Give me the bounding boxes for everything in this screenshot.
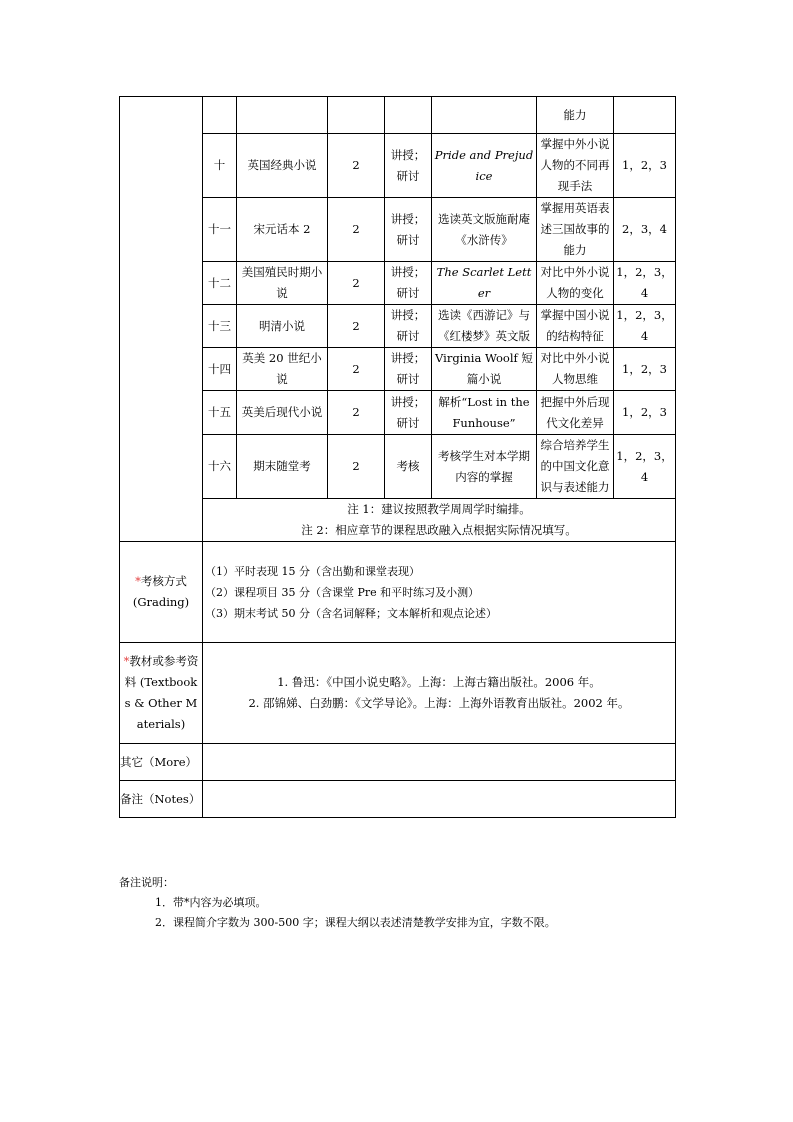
hours: 2 (328, 262, 385, 305)
topic: 宋元话本 2 (237, 198, 328, 262)
grading-label-en: (Grading) (132, 595, 190, 609)
hours: 2 (328, 435, 385, 499)
note-2: 注 2：相应章节的课程思政融入点根据实际情况填写。 (301, 523, 577, 537)
hours: 2 (328, 134, 385, 198)
notes-row (120, 781, 676, 818)
week-number (203, 97, 237, 134)
objectives: 1，2，3，4 (614, 262, 676, 305)
week-number: 十 (203, 134, 237, 198)
goal: 掌握中国小说的结构特征 (537, 305, 614, 348)
syllabus-table (119, 96, 676, 818)
objectives: 1，2，3，4 (614, 305, 676, 348)
materials-label-en: (Textbooks & Other Materials) (124, 675, 198, 731)
schedule-row (120, 262, 676, 305)
content: 考核学生对本学期内容的掌握 (432, 435, 537, 499)
method (385, 97, 432, 134)
content: The Scarlet Letter (432, 262, 537, 305)
objectives: 1，2，3，4 (614, 435, 676, 499)
objectives: 1，2，3 (614, 391, 676, 435)
schedule-label-cell (120, 97, 203, 542)
topic: 美国殖民时期小说 (237, 262, 328, 305)
week-number: 十三 (203, 305, 237, 348)
schedule-row (120, 391, 676, 435)
goal: 掌握中外小说人物的不同再现手法 (537, 134, 614, 198)
material-item: 2. 邵锦娣、白劲鹏：《文学导论》。上海：上海外语教育出版社。2002 年。 (248, 696, 630, 710)
method: 讲授；研讨 (385, 348, 432, 391)
content: 选读英文版施耐庵《水浒传》 (432, 198, 537, 262)
hours: 2 (328, 198, 385, 262)
topic: 期末随堂考 (237, 435, 328, 499)
materials-label-cn: 教材或参考资料 (124, 654, 199, 689)
content: 选读《西游记》与《红楼梦》英文版 (432, 305, 537, 348)
content: 解析“Lost in the Funhouse” (432, 391, 537, 435)
grading-label-cn: 考核方式 (140, 574, 187, 588)
footer-remarks (119, 873, 556, 933)
goal: 对比中外小说人物思维 (537, 348, 614, 391)
topic (237, 97, 328, 134)
notes-label: 备注（Notes） (120, 781, 203, 818)
topic: 英国经典小说 (237, 134, 328, 198)
grading-item: （2）课程项目 35 分（含课堂 Pre 和平时练习及小测） (205, 585, 480, 599)
schedule-notes (203, 499, 676, 542)
hours: 2 (328, 391, 385, 435)
material-item: 1. 鲁迅：《中国小说史略》。上海：上海古籍出版社。2006 年。 (277, 675, 601, 689)
note-1: 注 1：建议按照教学周周学时编排。 (347, 502, 531, 516)
grading-label (120, 542, 203, 643)
goal: 把握中外后现代文化差异 (537, 391, 614, 435)
topic: 明清小说 (237, 305, 328, 348)
schedule-row (120, 97, 676, 134)
grading-item: （3）期末考试 50 分（含名词解释；文本解析和观点论述） (205, 606, 497, 620)
materials-label (120, 643, 203, 744)
method: 讲授；研讨 (385, 305, 432, 348)
objectives: 2，3，4 (614, 198, 676, 262)
hours: 2 (328, 348, 385, 391)
more-value (203, 744, 676, 781)
method: 讲授；研讨 (385, 134, 432, 198)
materials-content (203, 643, 676, 744)
footer-title: 备注说明： (119, 876, 174, 889)
hours: 2 (328, 305, 385, 348)
week-number: 十一 (203, 198, 237, 262)
footer-item: 1．带*内容为必填项。 (155, 896, 267, 909)
schedule-notes-row (120, 499, 676, 542)
grading-content (203, 542, 676, 643)
schedule-row (120, 134, 676, 198)
week-number: 十二 (203, 262, 237, 305)
grading-row (120, 542, 676, 643)
objectives: 1，2，3 (614, 134, 676, 198)
goal: 掌握用英语表述三国故事的能力 (537, 198, 614, 262)
hours (328, 97, 385, 134)
goal: 综合培养学生的中国文化意识与表述能力 (537, 435, 614, 499)
footer-item: 2．课程简介字数为 300-500 字；课程大纲以表述清楚教学安排为宜，字数不限。 (155, 916, 556, 929)
schedule-row (120, 348, 676, 391)
week-number: 十四 (203, 348, 237, 391)
grading-item: （1）平时表现 15 分（含出勤和课堂表现） (205, 564, 420, 578)
method: 讲授；研讨 (385, 262, 432, 305)
more-row (120, 744, 676, 781)
materials-row (120, 643, 676, 744)
schedule-row (120, 305, 676, 348)
objectives: 1，2，3 (614, 348, 676, 391)
week-number: 十六 (203, 435, 237, 499)
method: 考核 (385, 435, 432, 499)
goal: 能力 (537, 97, 614, 134)
week-number: 十五 (203, 391, 237, 435)
content: Pride and Prejudice (432, 134, 537, 198)
content (432, 97, 537, 134)
more-label: 其它（More） (120, 744, 203, 781)
topic: 英美 20 世纪小说 (237, 348, 328, 391)
content: Virginia Woolf 短篇小说 (432, 348, 537, 391)
goal: 对比中外小说人物的变化 (537, 262, 614, 305)
method: 讲授；研讨 (385, 198, 432, 262)
required-mark: * (123, 654, 130, 668)
schedule-row (120, 435, 676, 499)
method: 讲授；研讨 (385, 391, 432, 435)
objectives (614, 97, 676, 134)
schedule-row (120, 198, 676, 262)
topic: 英美后现代小说 (237, 391, 328, 435)
required-mark: * (135, 574, 141, 588)
notes-value (203, 781, 676, 818)
